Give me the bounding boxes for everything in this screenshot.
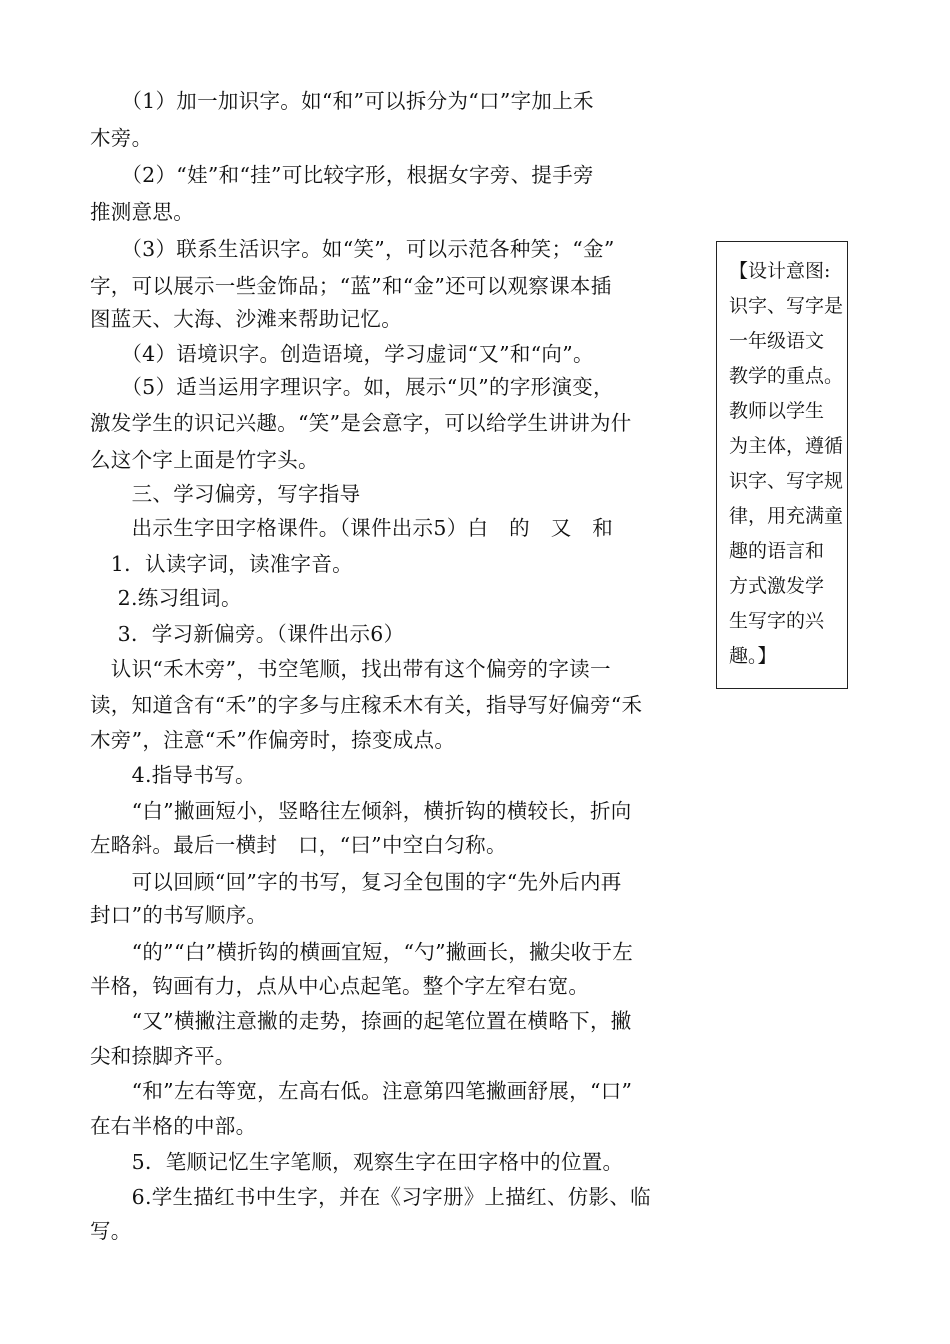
note-line-5: 教师以学生 [729,400,825,422]
note-line-3: 一年级语文 [729,330,825,352]
note-line-6: 为主体，遵循 [729,435,844,457]
section-heading-3: 三、学习偏旁，写字指导 [90,482,361,506]
note-line-7: 识字、写字规 [729,470,844,492]
body-line-24: 封口”的书写顺序。 [90,903,268,927]
body-line-15: 2.练习组词。 [90,586,242,610]
body-line-14: 1．认读字词，读准字音。 [90,552,353,576]
body-line-13: 出示生字田字格课件。（课件出示5）白 的 又 和 [90,516,614,540]
body-line-18: 读，知道含有“禾”的字多与庄稼禾木有关，指导写好偏旁“禾 [90,693,643,717]
note-line-10: 方式激发学 [729,575,825,597]
note-line-12: 趣。】 [729,645,777,667]
body-line-33: 写。 [90,1219,132,1243]
body-line-16: 3．学习新偏旁。（课件出示6） [90,622,405,646]
body-line-6: 字，可以展示一些金饰品；“蓝”和“金”还可以观察课本插 [90,274,612,298]
body-line-5: （3）联系生活识字。如“笑”，可以示范各种笑；“金” [90,237,615,261]
body-line-31: 5．笔顺记忆生字笔顺，观察生字在田字格中的位置。 [90,1150,624,1174]
body-line-22: 左略斜。最后一横封 口，“曰”中空白匀称。 [90,833,507,857]
design-intent-note-box [716,241,848,689]
body-line-3: （2）“娃”和“挂”可比较字形，根据女字旁、提手旁 [90,163,594,187]
body-line-20: 4.指导书写。 [90,763,256,787]
body-line-27: “又”横撇注意撇的走势，捺画的起笔位置在横略下，撇 [90,1009,632,1033]
body-line-25: “的”“白”横折钩的横画宜短，“勺”撇画长，撇尖收于左 [90,940,634,964]
body-line-2: 木旁。 [90,126,153,150]
note-line-2: 识字、写字是 [729,295,844,317]
body-line-11: 么这个字上面是竹字头。 [90,448,319,472]
body-line-9: （5）适当运用字理识字。如，展示“贝”的字形演变， [90,375,614,399]
note-line-8: 律，用充满童 [729,505,844,527]
note-line-11: 生写字的兴 [729,610,825,632]
body-line-28: 尖和捺脚齐平。 [90,1044,236,1068]
note-line-1: 【设计意图: [729,260,831,282]
body-line-1: （1）加一加识字。如“和”可以拆分为“口”字加上禾 [90,89,594,113]
note-line-9: 趣的语言和 [729,540,825,562]
body-line-32: 6.学生描红书中生字，并在《习字册》上描红、仿影、临 [90,1185,651,1209]
body-line-19: 木旁”，注意“禾”作偏旁时，捺变成点。 [90,728,456,752]
body-line-17: 认识“禾木旁”，书空笔顺，找出带有这个偏旁的字读一 [90,657,611,681]
body-line-26: 半格，钩画有力，点从中心点起笔。整个字左窄右宽。 [90,974,590,998]
body-line-21: “白”撇画短小，竖略往左倾斜，横折钩的横较长，折向 [90,799,632,823]
body-line-7: 图蓝天、大海、沙滩来帮助记忆。 [90,307,402,331]
body-line-30: 在右半格的中部。 [90,1114,257,1138]
body-line-8: （4）语境识字。创造语境，学习虚词“又”和“向”。 [90,342,594,366]
body-line-29: “和”左右等宽，左高右低。注意第四笔撇画舒展，“口” [90,1079,633,1103]
body-line-23: 可以回顾“回”字的书写，复习全包围的字“先外后内再 [90,870,622,894]
body-line-10: 激发学生的识记兴趣。“笑”是会意字，可以给学生讲讲为什 [90,411,632,435]
body-line-4: 推测意思。 [90,200,194,224]
note-line-4: 教学的重点。 [729,365,844,387]
